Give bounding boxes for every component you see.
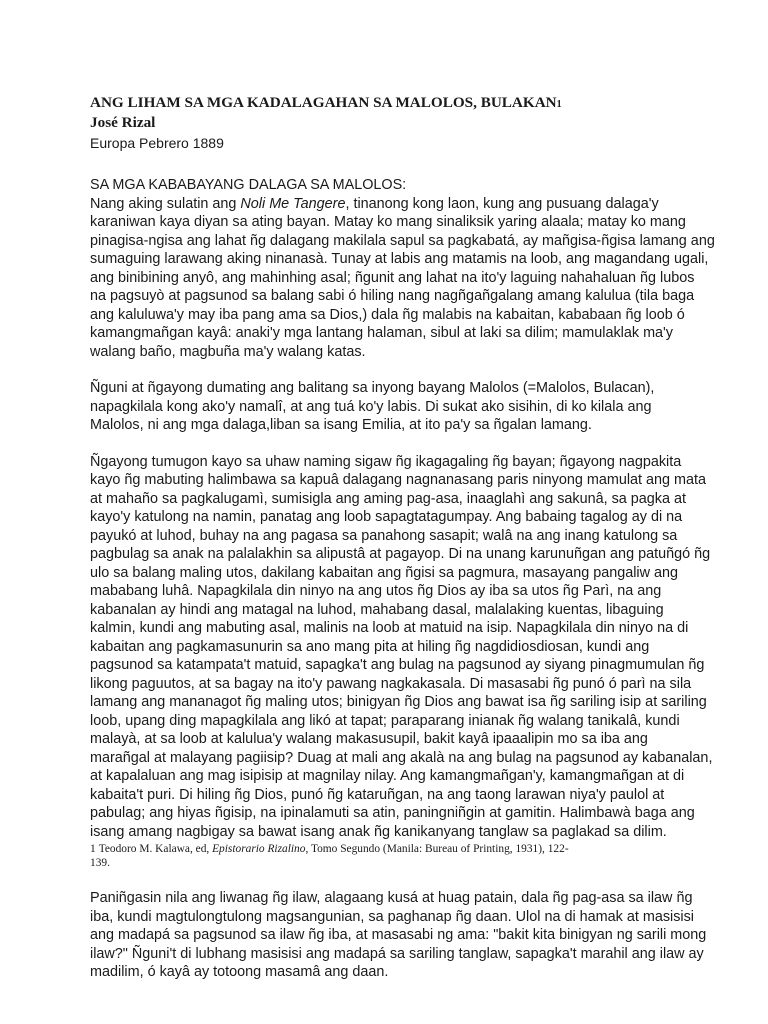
paragraph-line: at kapalaluan ang mag isipisip at magnilay nilay. Ang kamangmañgan'y, kamangmañgan at di bbox=[90, 768, 685, 784]
paragraph-line: na pagsuyò at pagsunod sa balang sabi ó hiling nang nagñgañgalang amang kalulua (tila baga bbox=[90, 288, 695, 304]
footnote-number: 1 bbox=[90, 843, 96, 855]
paragraph-line: kabanalan ay hindi ang matagal na luhod, mahabang dasal, malalaking kuentas, libaguing bbox=[90, 601, 664, 618]
paragraph-line: napagkilala kong ako'y namalî, at ang tuá ko'y labis. Di sukat ako sisihin, di ko kilala ang bbox=[90, 398, 652, 415]
paragraph-line: Ñguni at ñgayong dumating ang balitang sa inyong bayang Malolos (=Malolos, Bulacan), bbox=[90, 380, 655, 396]
paragraph-line: madilim, ó kayâ ay totoong masamâ ang daan. bbox=[90, 964, 389, 980]
paragraph-line: likong paguutos, at sa bagay na ito'y pawang nagkakasala. Di masasabi ñg punó ó parì na sila bbox=[90, 675, 692, 692]
paragraph-line: pabulag; ang hiyas ñgisip, na ipinalamuti sa atin, paningniñgin at gamitin. Halimbawà baga ang bbox=[90, 805, 695, 821]
paragraph-2 bbox=[90, 379, 690, 435]
paragraph-line: kalmin, kundi ang mabuting asal, malinis na loob at matuid na isip. Napagkilala din ninyo na di bbox=[90, 620, 689, 636]
paragraph-line: pagsunod sa katampata't matuid, sapagka't ang bulag na pagsunod ay siyang pinagmumulan ñg bbox=[90, 657, 705, 673]
title-footnote-mark: 1 bbox=[556, 99, 562, 110]
salutation: SA MGA KABABAYANG DALAGA SA MALOLOS: bbox=[90, 177, 407, 193]
paragraph-line: isang amang nagbigay sa bawat isang anak ñg kanikanyang tanglaw sa paglakad sa dilim. bbox=[90, 823, 667, 840]
footnote-line-1: 1 Teodoro M. Kalawa, ed, Epistorario Rizalino, Tomo Segundo (Manila: Bureau of Printing, 1931), 122- bbox=[90, 843, 569, 855]
paragraph-line: walang baño, magbuña ma'y walang katas. bbox=[90, 343, 366, 360]
paragraph-line: at mahaño sa pagkalugamì, sumisigla ang aming pag-asa, inaaglahì ang sakunâ, sa pagka at bbox=[90, 490, 687, 507]
paragraph-3 bbox=[90, 453, 713, 842]
paragraph-line: sumaguing larawang aking ninanasà. Tunay at labis ang matamis na loob, ang magandang ugali, bbox=[90, 251, 709, 267]
paragraph-line: pagbulag sa anak na palalakhin sa alipustâ at pagayop. Di na unang karunuñgan ang patuñgó ñg bbox=[90, 546, 711, 562]
paragraph-gap bbox=[90, 361, 690, 379]
book-title-italic: Noli Me Tangere bbox=[240, 195, 346, 212]
paragraph-line: Ñgayong tumugon kayo sa uhaw naming sigaw ñg ikagagaling ñg bayan; ñgayong nagpakita bbox=[90, 453, 682, 470]
paragraph-line: loob, upang ding mapagkilala ang likó at tapat; paraparang inianak ñg walang tanikalâ, kundi bbox=[90, 712, 680, 729]
paragraph-line: mababang luhâ. Napagkilala din ninyo na ang utos ñg Dios ay iba sa utos ñg Parì, na ang bbox=[90, 583, 662, 599]
dateline: Europa Pebrero 1889 bbox=[90, 135, 224, 151]
footnote-italic-title: Epistorario Rizalino bbox=[212, 843, 306, 855]
paragraph-line: kabaita't puri. Di hiling ñg Dios, punó ñg kataruñgan, na ang taong larawan niya'y paulol at bbox=[90, 786, 665, 803]
paragraph-line: kamangmañgan kayâ: anaki'y mga lantang halaman, sibul at laki sa dilim; mamulaklak ma'y bbox=[90, 325, 674, 341]
paragraph-line: kayo'y katulong na namin, panatag ang loob sapagtatagumpay. Ang babaing tagalog ay di na bbox=[90, 509, 683, 525]
title-text: ANG LIHAM SA MGA KADALAGAHAN SA MALOLOS, BULAKAN bbox=[90, 94, 557, 111]
paragraph-line: iba, kundi magtulongtulong magsangunian, sa paghanap ñg daan. Ulol na di hamak at masisisi bbox=[90, 908, 695, 925]
paragraph-1 bbox=[90, 195, 715, 362]
paragraph-line: karaniwan kaya diyan sa ating bayan. Matay ko mang sinaliksik yaring alaala; matay ko mang bbox=[90, 214, 686, 230]
paragraph-line: Paniñgasin nila ang liwanag ñg ilaw, alagaang kusá at huag patain, dala ñg pag-asa sa ilaw ñg bbox=[90, 890, 693, 906]
paragraph-line: payukó at luhod, buhay na ang pagasa sa panahong sasapit; walâ na ang inang katulong sa bbox=[90, 527, 678, 544]
document-page bbox=[90, 94, 715, 982]
paragraph-line: ilaw?" Ñguni't di lubhang masisisi ang madapá sa sariling tanglaw, sapagka't marahil ang ilaw ay bbox=[90, 945, 704, 962]
document-title bbox=[90, 94, 690, 114]
footnote-line-2: 139. bbox=[90, 857, 110, 869]
footnote bbox=[90, 842, 690, 870]
paragraph-line: lamang ang mananagot ñg maling utos; binigyan ñg Dios ang bawat isa ñg sariling isip at sariling bbox=[90, 694, 707, 710]
paragraph-line: malayà, at sa loob at kalulua'y walang makasusupil, bakit kayâ ipaaalipin mo sa iba ang bbox=[90, 731, 648, 747]
paragraph-line: kayo ñg mabuting halimbawa sa kapuâ dalagang nagnanasang paris ninyong mamulat ang mata bbox=[90, 472, 707, 488]
paragraph-line: ang madapá sa pagsunod sa ilaw ñg iba, at masasabi ng ama: "bakit kita binigyan ng sarili mong bbox=[90, 927, 707, 943]
paragraph-4 bbox=[90, 889, 707, 982]
paragraph-1-line-1: Nang aking sulatin ang Noli Me Tangere, tinanong kong laon, kung ang pusuang dalaga'y bbox=[90, 195, 659, 212]
paragraph-line: kabaitan ang pagkamasunurin sa ano mang pita at hiling ñg nagdidiosdiosan, kundi ang bbox=[90, 638, 650, 655]
paragraph-line: ang binibining anyô, ang mahinhing asal; ñgunit ang lahat na ito'y laguing nahahaluan ñg lubos bbox=[90, 269, 695, 286]
paragraph-line: marañgal at malayang pagiisip? Duag at mali ang akalà na ang bulag na pagsunod ay kabanalan, bbox=[90, 749, 713, 766]
paragraph-line: Malolos, ni ang mga dalaga,liban sa isang Emilia, at ito pa'y sa ñgalan lamang. bbox=[90, 417, 592, 433]
paragraph-line: ang kaluluwa'y may iba pang ama sa Dios,) dala ñg malabis na kabaitan, kababaan ñg loob ó bbox=[90, 306, 685, 323]
paragraph-line: ulo sa balang maling utos, dakilang kabaitan ang ñgisi sa pagmura, masayang pangaliw ang bbox=[90, 564, 679, 581]
paragraph-line: pinagisa-ngisa ang lahat ñg dalagang makilala sapul sa pagkabatá, ay mañgisa-ñgisa lamang ang bbox=[90, 232, 715, 249]
paragraph-gap bbox=[90, 435, 690, 453]
author-name: José Rizal bbox=[90, 114, 156, 131]
